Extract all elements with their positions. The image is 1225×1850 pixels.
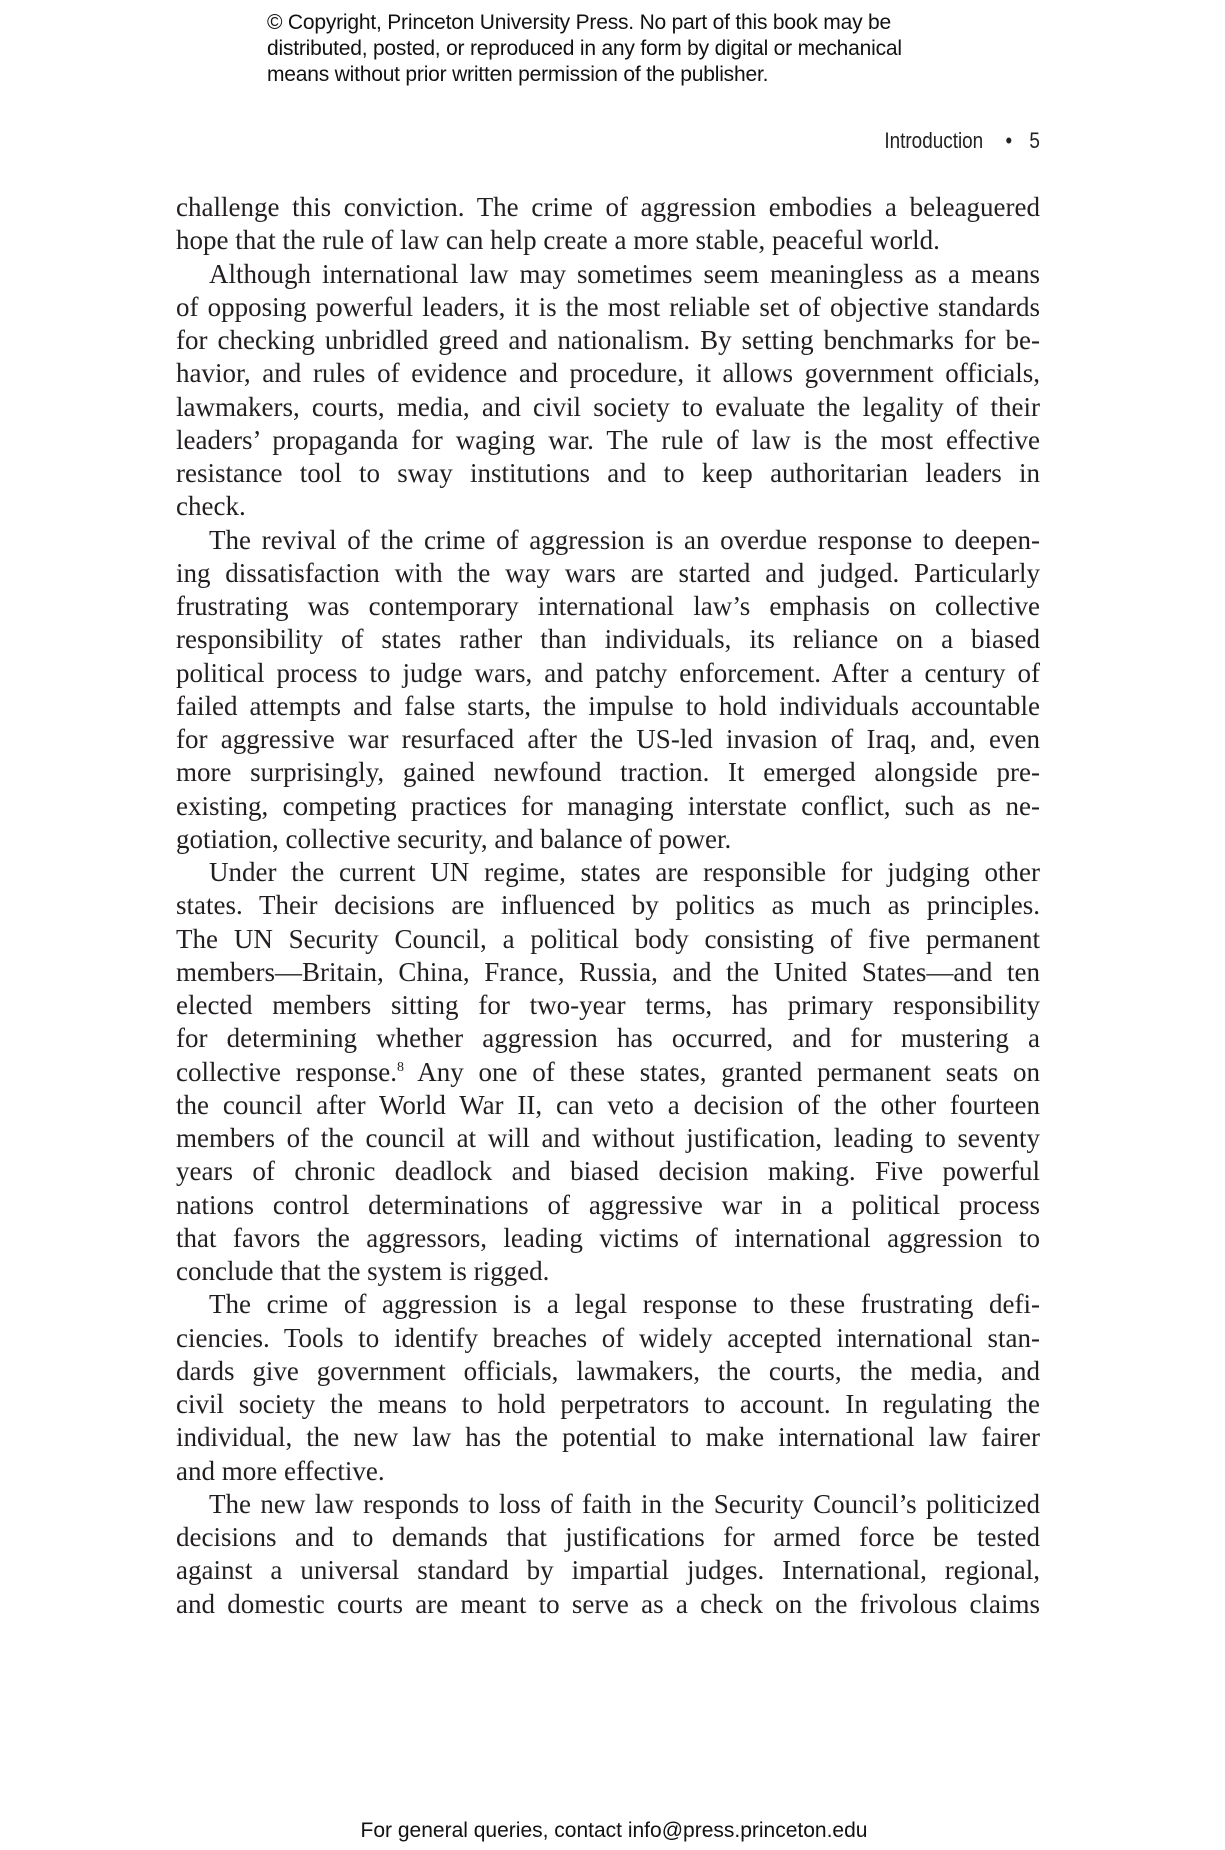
text-line: political process to judge wars, and patchy enforcement. After a century of bbox=[176, 657, 1040, 688]
text-line: members of the council at will and without justification, leading to seventy bbox=[176, 1123, 1040, 1153]
text-line: The revival of the crime of aggression is an overdue response to deepen- bbox=[209, 524, 1040, 555]
paragraph bbox=[176, 856, 1040, 1288]
text-line: elected members sitting for two-year terms, has primary responsibility bbox=[176, 990, 1040, 1020]
text-line: Under the current UN regime, states are responsible for judging other bbox=[209, 857, 1040, 887]
text-line: ing dissatisfaction with the way wars are started and judged. Particularly bbox=[176, 557, 1040, 588]
text-segment: collective response. bbox=[176, 1056, 397, 1087]
text-line: decisions and to demands that justifications for armed force be tested bbox=[176, 1522, 1040, 1552]
text-line: responsibility of states rather than individuals, its reliance on a biased bbox=[176, 624, 1040, 655]
text-line: lawmakers, courts, media, and civil society to evaluate the legality of their bbox=[176, 391, 1040, 422]
text-line: Although international law may sometimes seem meaningless as a means bbox=[209, 258, 1040, 289]
text-line: civil society the means to hold perpetrators to account. In regulating the bbox=[176, 1389, 1040, 1419]
paragraph bbox=[176, 1288, 1040, 1488]
paragraph bbox=[176, 524, 1040, 857]
text-line: gotiation, collective security, and balance of power. bbox=[176, 823, 732, 854]
text-line: hope that the rule of law can help create a more stable, peaceful world. bbox=[176, 225, 940, 256]
text-line: The crime of aggression is a legal response to these frustrating defi- bbox=[209, 1289, 1040, 1320]
text-line: for aggressive war resurfaced after the US-led invasion of Iraq, and, even bbox=[176, 724, 1040, 754]
text-line: nations control determinations of aggressive war in a political process bbox=[176, 1189, 1040, 1220]
paragraph bbox=[176, 191, 1040, 258]
text-line bbox=[176, 1056, 1040, 1089]
body-text bbox=[176, 191, 1040, 1621]
text-line: check. bbox=[176, 491, 246, 522]
text-line: against a universal standard by impartial judges. International, regional, bbox=[176, 1555, 1040, 1586]
text-line: members—Britain, China, France, Russia, and the United States—and ten bbox=[176, 956, 1040, 987]
copyright-line: means without prior written permission of the publisher. bbox=[267, 63, 769, 86]
text-line: existing, competing practices for managing interstate conflict, such as ne- bbox=[176, 790, 1040, 821]
text-line: resistance tool to sway institutions and to keep authoritarian leaders in bbox=[176, 458, 1040, 488]
text-line: conclude that the system is rigged. bbox=[176, 1256, 550, 1286]
text-line: of opposing powerful leaders, it is the most reliable set of objective standards bbox=[176, 291, 1040, 322]
bullet-separator-icon: • bbox=[1005, 128, 1013, 153]
text-line: more surprisingly, gained newfound traction. It emerged alongside pre- bbox=[176, 757, 1040, 788]
copyright-line: © Copyright, Princeton University Press. No part of this book may be bbox=[267, 11, 891, 34]
text-segment: Any one of these states, granted permanent seats on bbox=[403, 1056, 1040, 1087]
text-line: challenge this conviction. The crime of aggression embodies a beleaguered bbox=[176, 192, 1040, 222]
footnote-marker[interactable]: 8 bbox=[396, 1059, 404, 1075]
text-line: and more effective. bbox=[176, 1455, 385, 1486]
text-line: the council after World War II, can veto a decision of the other fourteen bbox=[176, 1089, 1040, 1120]
copyright-notice bbox=[267, 10, 967, 88]
text-line: The new law responds to loss of faith in the Security Council’s politicized bbox=[209, 1488, 1040, 1519]
text-line: leaders’ propaganda for waging war. The rule of law is the most effective bbox=[176, 424, 1040, 455]
text-line: for determining whether aggression has occurred, and for mustering a bbox=[176, 1023, 1040, 1054]
text-line: states. Their decisions are influenced by politics as much as principles. bbox=[176, 890, 1040, 921]
page-number: 5 bbox=[1029, 128, 1040, 153]
text-line: frustrating was contemporary international law’s emphasis on collective bbox=[176, 591, 1040, 621]
text-line: years of chronic deadlock and biased decision making. Five powerful bbox=[176, 1156, 1040, 1187]
text-line: The UN Security Council, a political body consisting of five permanent bbox=[176, 923, 1040, 954]
copyright-line: distributed, posted, or reproduced in any form by digital or mechanical bbox=[267, 37, 902, 60]
text-line: ciencies. Tools to identify breaches of widely accepted international stan- bbox=[176, 1322, 1040, 1353]
text-line: havior, and rules of evidence and procedure, it allows government officials, bbox=[176, 358, 1040, 389]
paragraph bbox=[176, 258, 1040, 524]
paragraph bbox=[176, 1488, 1040, 1621]
footer-contact: For general queries, contact info@press.princeton.edu bbox=[360, 1819, 868, 1842]
text-line: dards give government officials, lawmakers, the courts, the media, and bbox=[176, 1355, 1040, 1386]
chapter-title: Introduction bbox=[884, 128, 984, 153]
text-line: that favors the aggressors, leading victims of international aggression to bbox=[176, 1222, 1040, 1253]
running-head bbox=[884, 126, 1040, 156]
text-line: and domestic courts are meant to serve as a check on the frivolous claims bbox=[176, 1588, 1040, 1619]
text-line: failed attempts and false starts, the impulse to hold individuals accountable bbox=[176, 690, 1040, 721]
text-line: individual, the new law has the potential to make international law fairer bbox=[176, 1422, 1040, 1453]
text-line: for checking unbridled greed and nationalism. By setting benchmarks for be- bbox=[176, 325, 1040, 355]
